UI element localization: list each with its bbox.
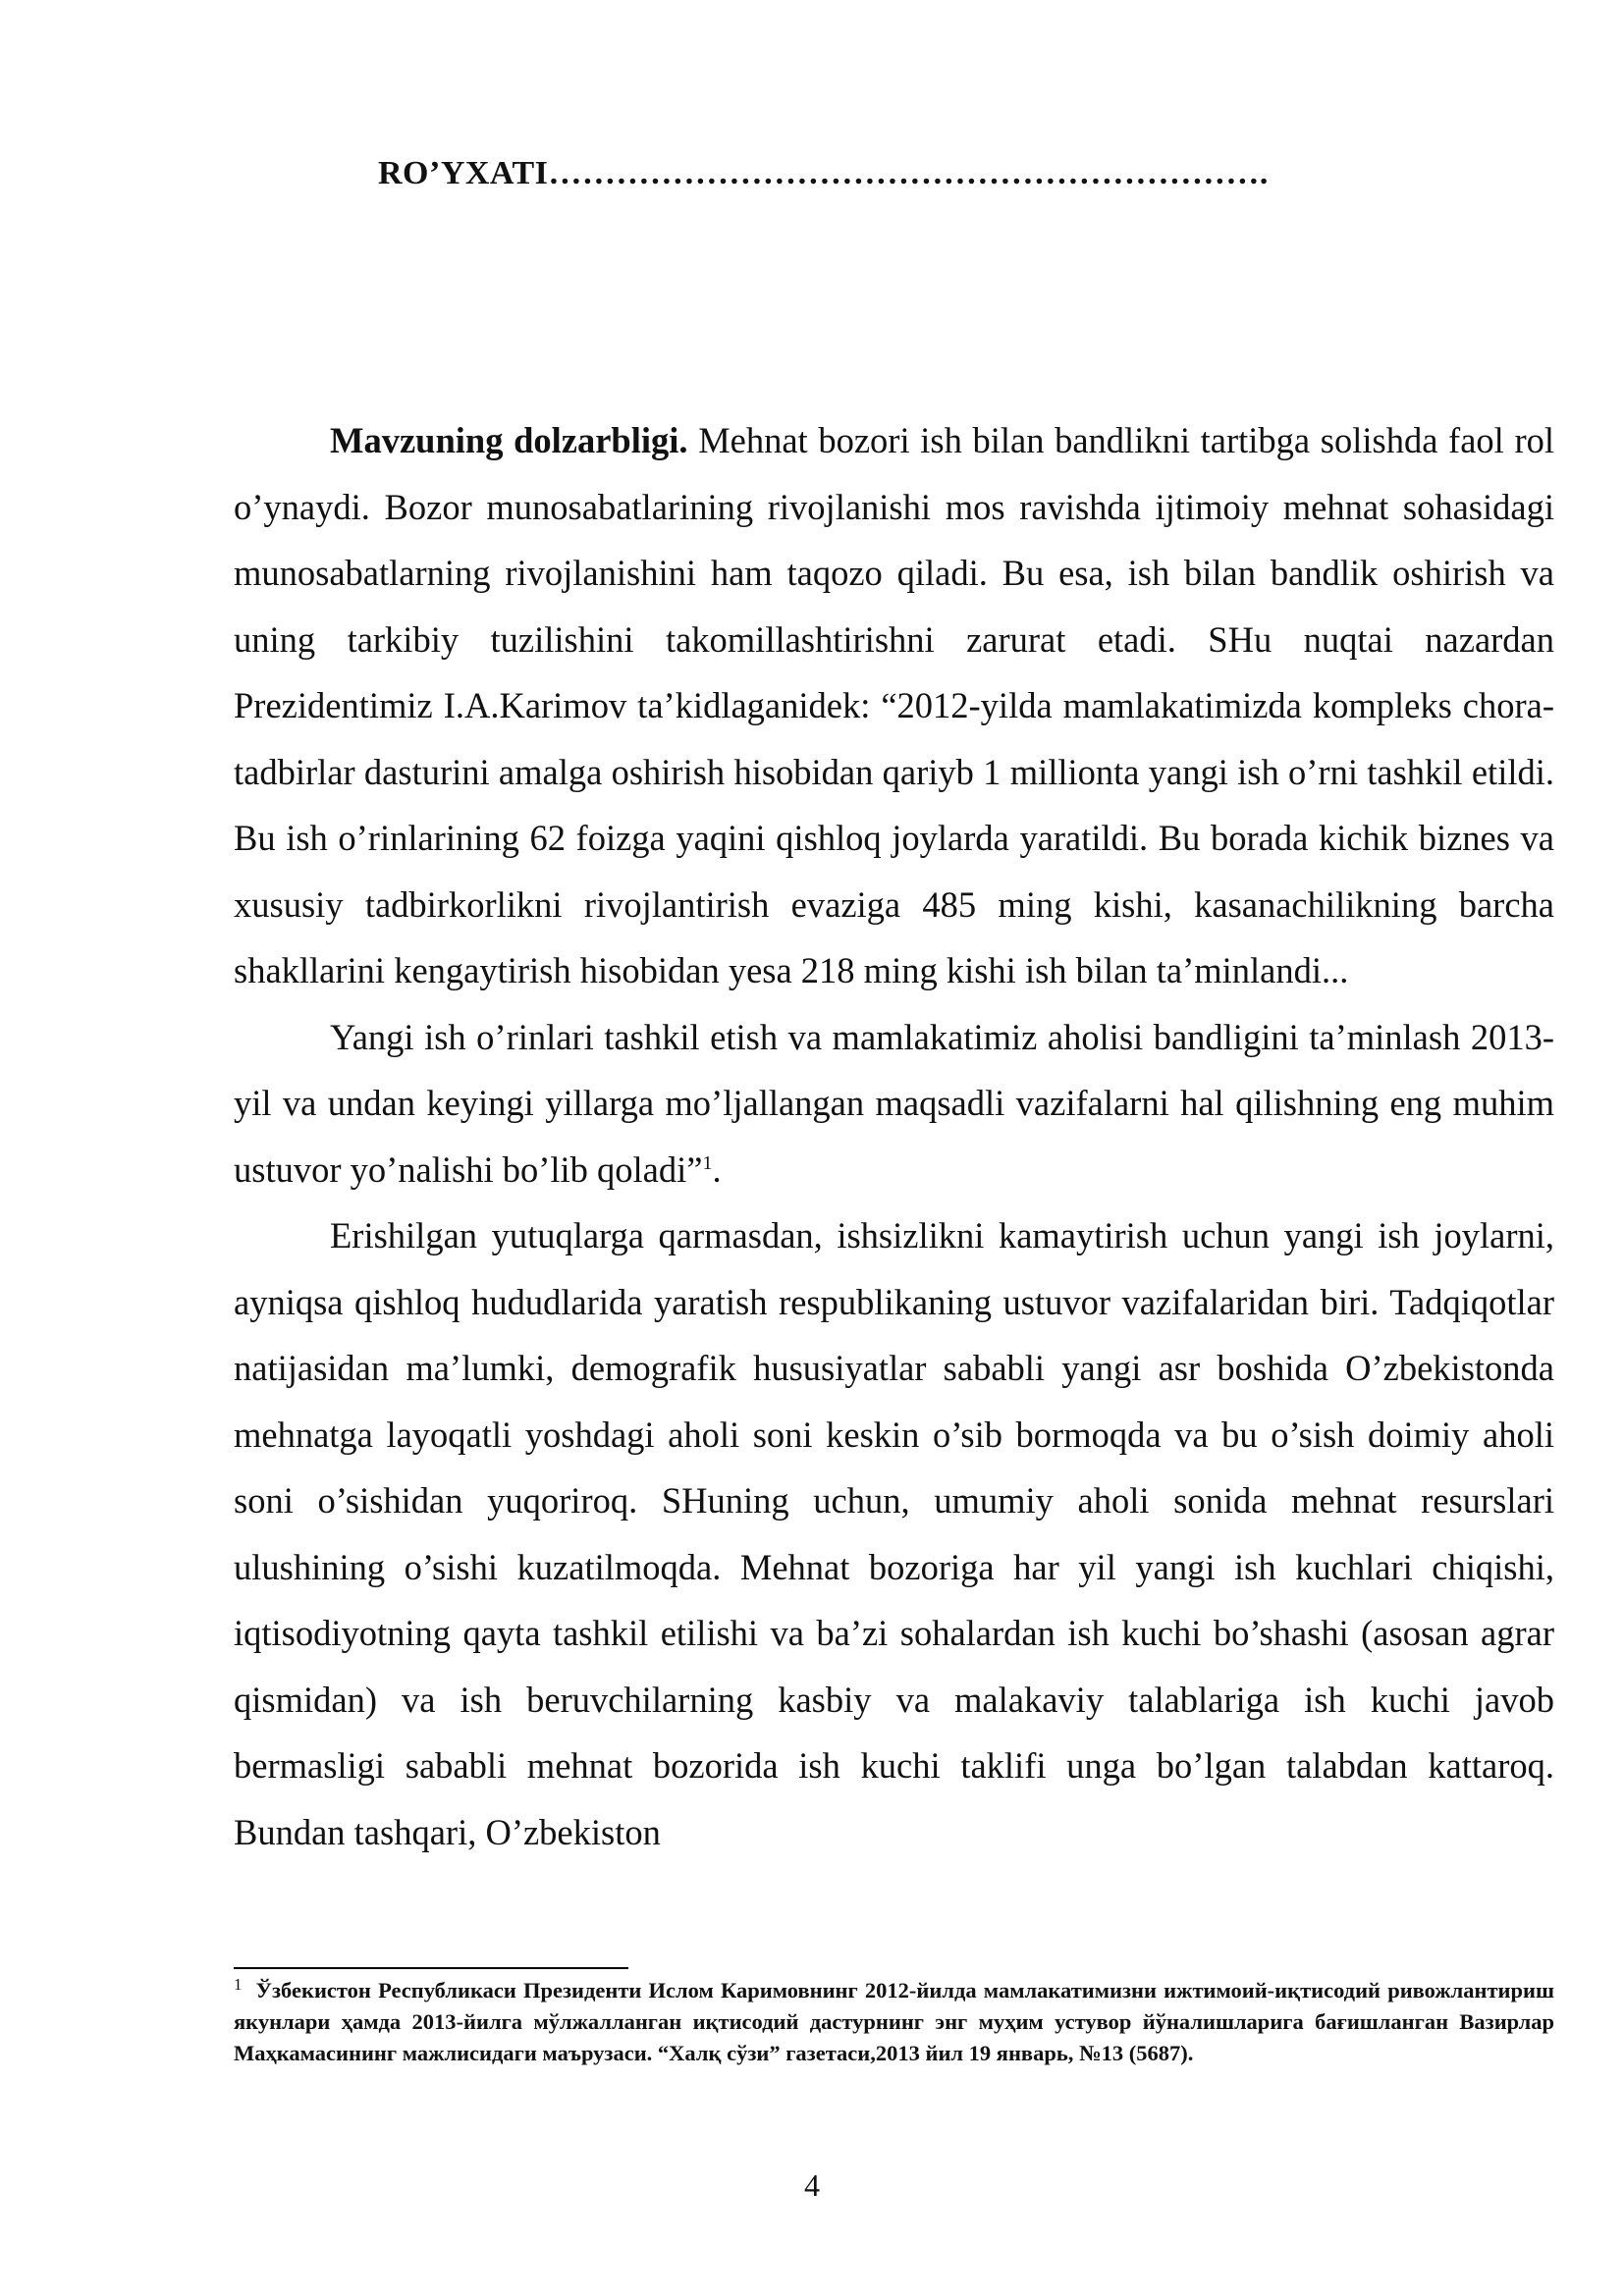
paragraph-relevance: [234, 407, 1554, 1004]
footnote-separator: [234, 1967, 628, 1969]
body-text: [234, 407, 1554, 1865]
paragraph-achievements: [234, 1202, 1554, 1865]
footnote-reference: 1: [702, 1151, 713, 1174]
footnote-text: Ўзбекистон Республикаси Президенти Ислом Каримовнинг 2012-йилда мамлакатимизни ижтимоий-иқтисодий ривожлантириш якунлари ҳамда 2013-йилга мўлжалланган иқтисодий дастурнинг энг муҳим устувор йўналишларига бағишланган Вазирлар Маҳкамасининг мажлисидаги маърузаси. “Халқ сўзи” газетаси,2013 йил 19 январь, №13 (5687).: [234, 1978, 1554, 2065]
paragraph-end-punctuation: .: [712, 1148, 722, 1190]
paragraph-quote-end: [234, 1004, 1554, 1203]
section-heading: RO’YXATI……………………………………………………….: [378, 155, 1269, 191]
paragraph-text: Yangi ish o’rinlari tashkil etish va mamlakatimiz aholisi bandligini ta’minlash 2013-yil va undan keyingi yillarga mo’ljallangan maqsadli vazifalarni hal qilishning eng muhim ustuvor yo’nalishi bo’lib qoladi”: [234, 1016, 1554, 1190]
footnote: [234, 1975, 1554, 2069]
page-number: 4: [804, 2167, 820, 2203]
paragraph-text: Mehnat bozori ish bilan bandlikni tartibga solishda faol rol o’ynaydi. Bozor munosabatlarining rivojlanishi mos ravishda ijtimoiy mehnat sohasidagi munosabatlarning rivojlanishini ham taqozo qiladi. Bu esa, ish bilan bandlik oshirish va uning tarkibiy tuzilishini takomillashtirishni zarurat etadi. SHu nuqtai nazardan Prezidentimiz I.A.Karimov ta’kidlaganidek: “2012-yilda mamlakatimizda kompleks chora-tadbirlar dasturini amalga oshirish hisobidan qariyb 1 millionta yangi ish o’rni tashkil etildi. Bu ish o’rinlarining 62 foizga yaqini qishloq joylarda yaratildi. Bu borada kichik biznes va xususiy tadbirkorlikni rivojlantirish evaziga 485 ming kishi, kasanachilikning barcha shakllarini kengaytirish hisobidan yesa 218 ming kishi ish bilan ta’minlandi...: [234, 420, 1554, 990]
paragraph-text: Erishilgan yutuqlarga qarmasdan, ishsizlikni kamaytirish uchun yangi ish joylarni, ayniqsa qishloq hududlarida yaratish respublikaning ustuvor vazifalaridan biri. Tadqiqotlar natijasidan ma’lumki, demografik hususiyatlar sababli yangi asr boshida O’zbekistonda mehnatga layoqatli yoshdagi aholi soni keskin o’sib bormoqda va bu o’sish doimiy aholi soni o’sishidan yuqoriroq. SHuning uchun, umumiy aholi sonida mehnat resurslari ulushining o’sishi kuzatilmoqda. Mehnat bozoriga har yil yangi ish kuchlari chiqishi, iqtisodiyotning qayta tashkil etilishi va ba’zi sohalardan ish kuchi bo’shashi (asosan agrar qismidan) va ish beruvchilarning kasbiy va malakaviy talablariga ish kuchi javob bermasligi sababli mehnat bozorida ish kuchi taklifi unga bo’lgan talabdan kattaroq. Bundan tashqari, O’zbekiston: [234, 1215, 1554, 1852]
footnote-mark: 1: [234, 1974, 243, 1994]
paragraph-lead: Mavzuning dolzarbligi.: [330, 420, 688, 460]
